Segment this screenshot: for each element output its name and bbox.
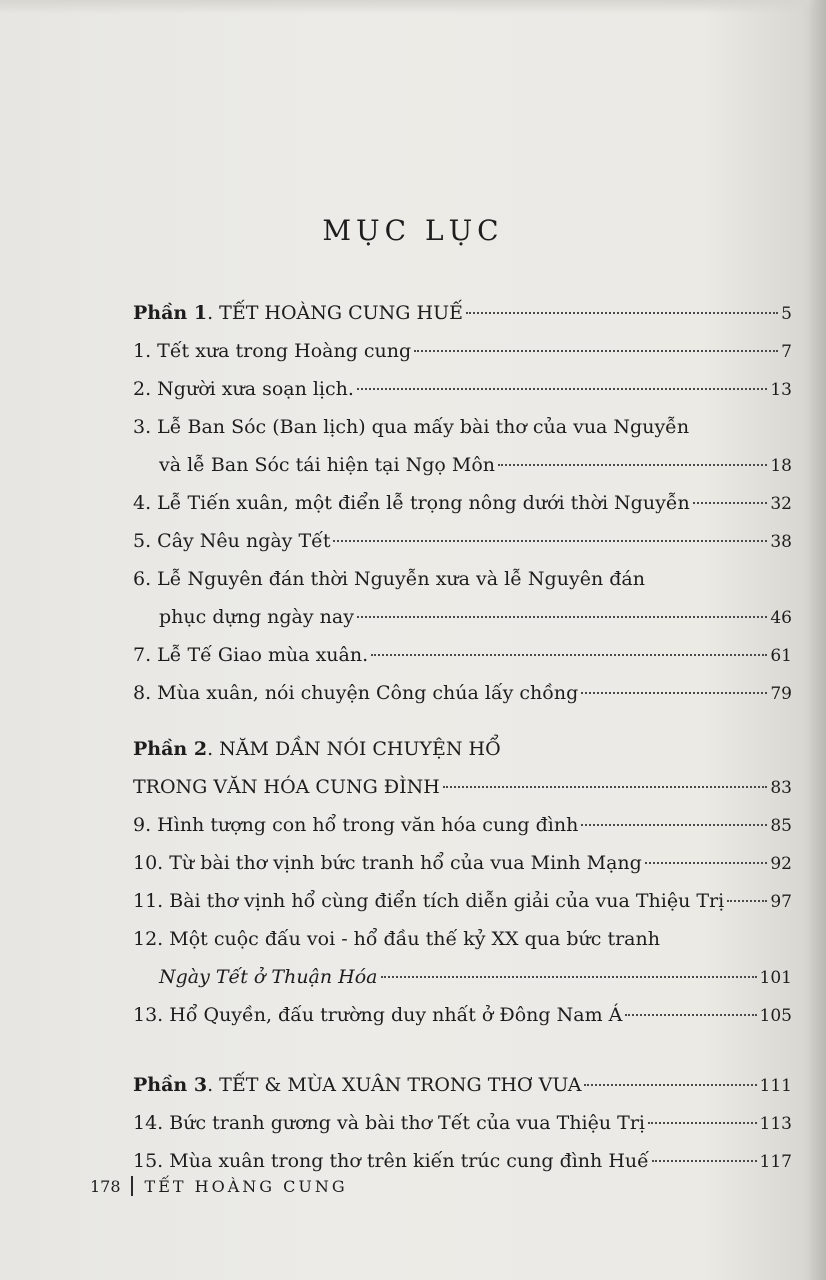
dot-leader	[357, 615, 767, 618]
page-number: 5	[781, 304, 792, 324]
entry-title: 9. Hình tượng con hổ trong văn hóa cung đình	[133, 814, 579, 836]
entry-title-continuation: Ngày Tết ở Thuận Hóa	[159, 966, 378, 988]
part-heading-continuation[interactable]	[133, 768, 792, 806]
part-heading[interactable]: Phần 1. TẾT HOÀNG CUNG HUẾ 5	[133, 294, 792, 332]
entry-title: 12. Một cuộc đấu voi - hổ đầu thế kỷ XX qua bức tranh	[133, 928, 660, 950]
page-number: 18	[770, 456, 792, 476]
dot-leader	[581, 823, 767, 826]
toc-entry[interactable]	[133, 674, 792, 712]
page-number: 61	[770, 646, 792, 666]
toc-entry[interactable]	[133, 1142, 792, 1180]
part-title: TẾT & MÙA XUÂN TRONG THƠ VUA	[219, 1074, 582, 1096]
entry-title: 11. Bài thơ vịnh hổ cùng điển tích diễn giải của vua Thiệu Trị	[133, 890, 725, 912]
page-footer	[90, 1176, 348, 1196]
page-number: 32	[770, 494, 792, 514]
dot-leader	[581, 691, 767, 694]
page-number: 38	[770, 532, 792, 552]
dot-leader	[414, 349, 778, 352]
toc-entry[interactable]	[133, 332, 792, 370]
toc-entry-line[interactable]	[133, 920, 792, 958]
dot-leader	[333, 539, 767, 542]
part-title: NĂM DẦN NÓI CHUYỆN HỔ	[219, 738, 501, 760]
page-number: 13	[770, 380, 792, 400]
page-number: 83	[770, 778, 792, 798]
toc-entry[interactable]	[133, 806, 792, 844]
running-title: TẾT HOÀNG CUNG	[144, 1176, 348, 1196]
entry-title: 7. Lễ Tế Giao mùa xuân.	[133, 644, 369, 666]
page-number: 46	[770, 608, 792, 628]
part-heading[interactable]: Phần 2. NĂM DẦN NÓI CHUYỆN HỔ	[133, 738, 501, 760]
entry-title: 8. Mùa xuân, nói chuyện Công chúa lấy chồng	[133, 682, 579, 704]
part-title: TẾT HOÀNG CUNG HUẾ	[219, 302, 463, 324]
page-number: 92	[770, 854, 792, 874]
dot-leader	[693, 501, 768, 504]
dot-leader	[498, 463, 767, 466]
dot-leader	[381, 975, 757, 978]
page-number: 97	[770, 892, 792, 912]
entry-title: 4. Lễ Tiến xuân, một điển lễ trọng nông dưới thời Nguyễn	[133, 492, 690, 514]
page-number: 79	[770, 684, 792, 704]
toc-entry-continuation[interactable]	[133, 446, 792, 484]
page-number: 117	[759, 1152, 792, 1172]
toc-entry[interactable]	[133, 996, 792, 1034]
page-gutter-shadow	[808, 0, 826, 1280]
dot-leader	[371, 653, 767, 656]
part-label: Phần 1	[133, 302, 208, 324]
section-spacer	[133, 1034, 792, 1066]
entry-title: 5. Cây Nêu ngày Tết	[133, 530, 331, 552]
toc-entry[interactable]	[133, 484, 792, 522]
page-number: 105	[759, 1006, 792, 1026]
entry-title: 1. Tết xưa trong Hoàng cung	[133, 340, 412, 362]
footer-page-number: 178	[90, 1176, 121, 1196]
toc-entry[interactable]	[133, 844, 792, 882]
toc-entry[interactable]	[133, 636, 792, 674]
dot-leader	[652, 1159, 757, 1162]
dot-leader	[584, 1083, 756, 1086]
entry-title: 10. Từ bài thơ vịnh bức tranh hổ của vua Minh Mạng	[133, 852, 642, 874]
page-number: 111	[759, 1076, 792, 1096]
entry-title: 13. Hổ Quyền, đấu trường duy nhất ở Đông Nam Á	[133, 1004, 623, 1026]
entry-title: 15. Mùa xuân trong thơ trên kiến trúc cung đình Huế	[133, 1150, 649, 1172]
entry-title: 2. Người xưa soạn lịch.	[133, 378, 354, 400]
footer-divider	[131, 1176, 133, 1196]
page-number: 101	[759, 968, 792, 988]
dot-leader	[357, 387, 767, 390]
toc-entry[interactable]	[133, 1104, 792, 1142]
part-label: Phần 2	[133, 738, 208, 760]
dot-leader	[443, 785, 768, 788]
dot-leader	[648, 1121, 757, 1124]
entry-title: 14. Bức tranh gương và bài thơ Tết của vua Thiệu Trị	[133, 1112, 645, 1134]
page-top-shadow	[0, 0, 826, 14]
dot-leader	[466, 311, 778, 314]
toc-entry-continuation[interactable]	[133, 958, 792, 996]
entry-title: 3. Lễ Ban Sóc (Ban lịch) qua mấy bài thơ của vua Nguyễn	[133, 416, 690, 438]
entry-title: 6. Lễ Nguyên đán thời Nguyễn xưa và lễ Nguyên đán	[133, 568, 645, 590]
dot-leader	[727, 899, 767, 902]
toc-entry[interactable]	[133, 522, 792, 560]
toc-entry-continuation[interactable]	[133, 598, 792, 636]
dot-leader	[645, 861, 768, 864]
toc-entry-line[interactable]	[133, 560, 792, 598]
part-label: Phần 3	[133, 1074, 208, 1096]
page-number: 85	[770, 816, 792, 836]
entry-title-continuation: và lễ Ban Sóc tái hiện tại Ngọ Môn	[159, 454, 495, 476]
entry-title-continuation: phục dựng ngày nay	[159, 606, 354, 628]
part-heading[interactable]: Phần 3. TẾT & MÙA XUÂN TRONG THƠ VUA 111	[133, 1066, 792, 1104]
dot-leader	[625, 1013, 756, 1016]
part-title-continuation: TRONG VĂN HÓA CUNG ĐÌNH	[133, 776, 440, 798]
section-spacer	[133, 712, 792, 730]
page-number: 7	[781, 342, 792, 362]
toc-entry-line[interactable]	[133, 408, 792, 446]
toc-entry[interactable]	[133, 370, 792, 408]
toc-entry[interactable]	[133, 882, 792, 920]
table-of-contents	[133, 294, 792, 1180]
page-title: MỤC LỤC	[322, 214, 504, 247]
page-number: 113	[759, 1114, 792, 1134]
